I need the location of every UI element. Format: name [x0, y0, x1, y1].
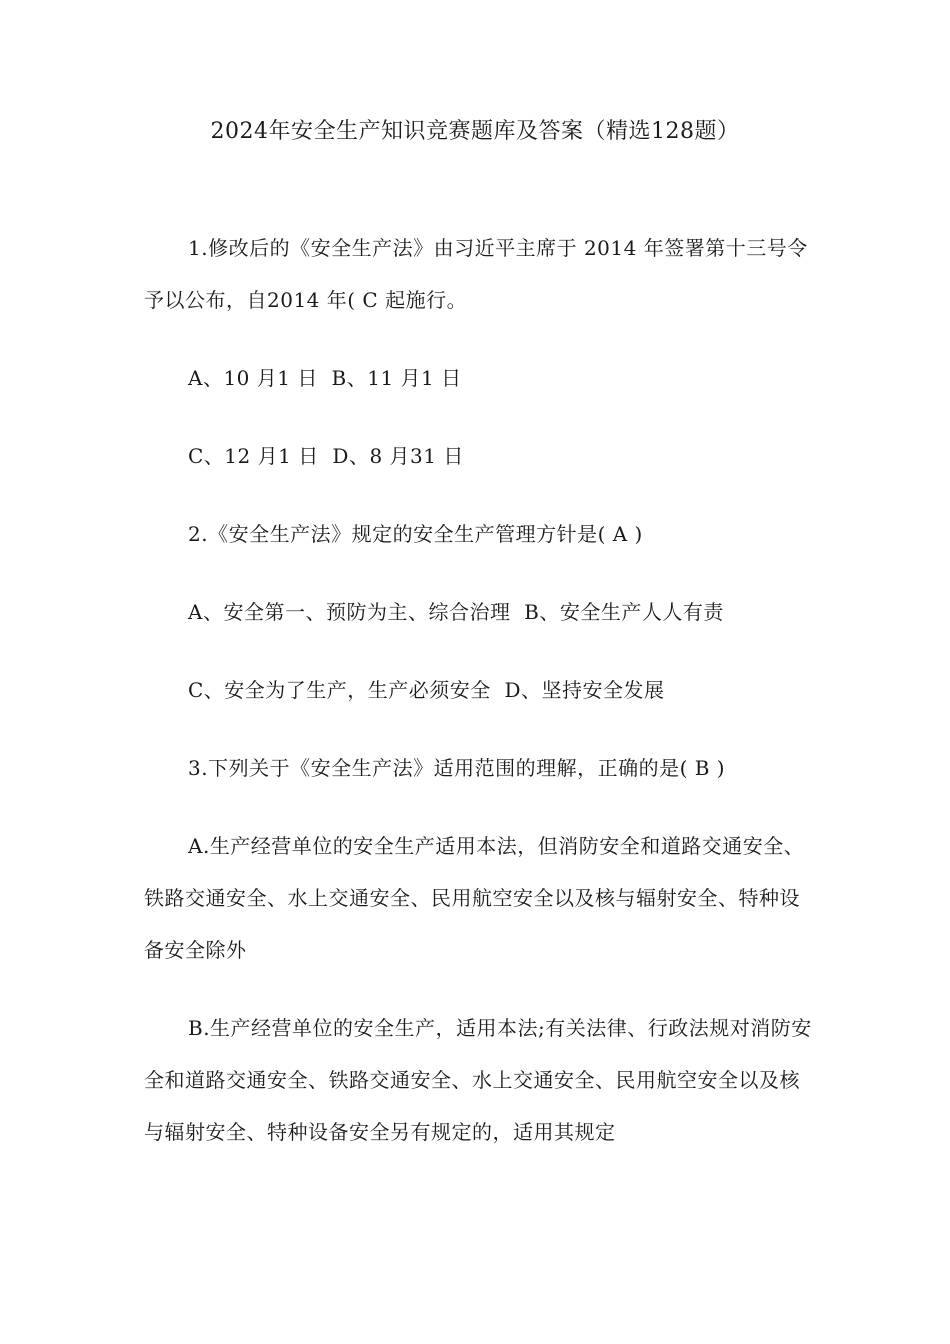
question-1-stem: 1.修改后的《安全生产法》由习近平主席于 2014 年签署第十三号令予以公布，自2014 年( C 起施行。 — [144, 236, 808, 312]
question-2-stem: 2.《安全生产法》规定的安全生产管理方针是( A ) — [188, 522, 643, 546]
question-2-options-cd: C、安全为了生产，生产必须安全 D、坚持安全发展 — [188, 678, 665, 702]
document-body — [144, 222, 816, 1184]
question-3-option-a: A.生产经营单位的安全生产适用本法，但消防安全和道路交通安全、铁路交通安全、水上交通安全、民用航空安全以及核与辐射安全、特种设备安全除外 — [144, 834, 805, 962]
question-1-options-cd: C、12 月1 日 D、8 月31 日 — [188, 444, 464, 468]
document-title: 2024年安全生产知识竞赛题库及答案（精选128题） — [210, 119, 740, 144]
question-3-option-b: B.生产经营单位的安全生产，适用本法;有关法律、行政法规对消防安全和道路交通安全、铁路交通安全、水上交通安全、民用航空安全以及核与辐射安全、特种设备安全另有规定的，适用其规定 — [144, 1016, 812, 1144]
question-2-options-ab: A、安全第一、预防为主、综合治理 B、安全生产人人有责 — [188, 600, 724, 624]
question-3-stem: 3.下列关于《安全生产法》适用范围的理解，正确的是( B ) — [188, 756, 726, 780]
question-1-options-ab: A、10 月1 日 B、11 月1 日 — [188, 366, 462, 390]
